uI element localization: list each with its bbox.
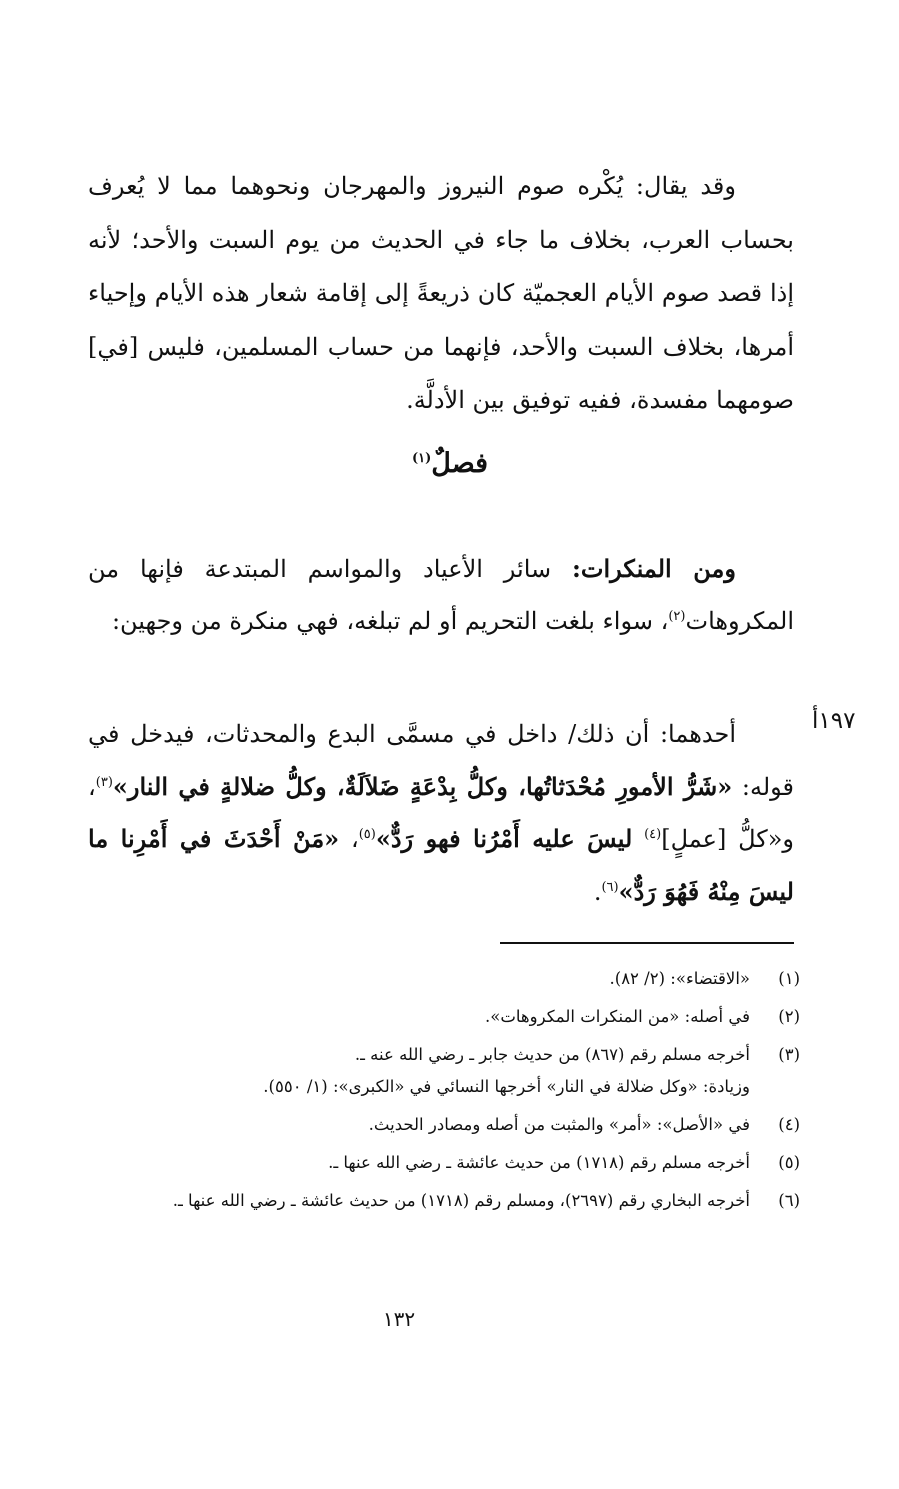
hadith-quote: «شَرُّ الأمورِ مُحْدَثاتُها، وكلُّ بِدْعَةٍ ضَلاَلَةٌ، وكلُّ ضلالةٍ في النار» <box>112 771 733 801</box>
section-heading <box>300 448 600 479</box>
paragraph-text: ، سواء بلغت التحريم أو لم تبلغه، فهي منكرة من وجهين: <box>111 607 669 635</box>
footnote-text: «الاقتضاء»: (٢/ ٨٢). <box>609 969 750 988</box>
footnote-number: (٢) <box>778 1007 800 1026</box>
footnote-ref-2: (٢) <box>668 609 686 624</box>
footnote-text: أخرجه مسلم رقم (١٧١٨) من حديث عائشة ـ رضي الله عنها ـ. <box>328 1153 750 1172</box>
footnote-text: في أصله: «من المنكرات المكروهات». <box>485 1007 750 1026</box>
footnote-text: أخرجه البخاري رقم (٢٦٩٧)، ومسلم رقم (١٧١٨) من حديث عائشة ـ رضي الله عنها ـ. <box>172 1191 750 1210</box>
footnote-ref-1: (١) <box>411 451 432 466</box>
bracket-insertion: [عملٍ] <box>661 825 727 853</box>
opening-paragraph-text: وقد يقال: يُكْره صوم النيروز والمهرجان ونحوهما مما لا يُعرف بحساب العرب، بخلاف ما جاء في الحديث من يوم السبت والأحد؛ لأنه إذا قصد صوم الأيام العجميّة كان ذريعةً إلى إقامة شعار هذه الأيام وإحياء أمرها، بخلاف السبت والأحد، فإنهما من حساب المسلمين، فليس [في] صومهما مفسدة، ففيه توفيق بين الأدلَّة. <box>88 172 794 415</box>
paragraph-label: أحدهما: <box>659 720 736 748</box>
footnote-text: في «الأصل»: «أمر» والمثبت من أصله ومصادر الحديث. <box>368 1115 750 1134</box>
page-number: ١٣٢ <box>382 1307 416 1331</box>
paragraph-text: . <box>593 877 602 906</box>
footnote <box>55 1112 800 1138</box>
footnote <box>55 1004 800 1030</box>
footnote-ref-3: (٣) <box>95 774 113 790</box>
footnote <box>55 1042 800 1068</box>
third-paragraph <box>88 708 794 918</box>
footnote-ref-4: (٤) <box>644 827 662 842</box>
footnote-number: (٤) <box>778 1115 800 1134</box>
footnote-ref-6: (٦) <box>601 879 619 895</box>
section-heading-text: فصلٌ <box>431 448 489 479</box>
footnote-number: (١) <box>778 969 800 988</box>
footnote-continuation: وزيادة: «وكل ضلالة في النار» أخرجها النسائي في «الكبرى»: (١/ ٥٥٠). <box>263 1077 750 1096</box>
paragraph-text: أن ذلك/ داخل في مسمَّى البدع والمحدثات، فيدخل في قوله: <box>88 720 794 801</box>
hadith-quote: ليسَ عليه أَمْرُنا فهو رَدٌّ» <box>375 824 633 853</box>
paragraph-text: ، <box>350 825 359 853</box>
paragraph-text: ، و«كلُّ <box>88 772 794 853</box>
footnote-number: (٦) <box>778 1191 800 1210</box>
footnotes <box>55 966 800 1226</box>
footnote <box>55 1188 800 1214</box>
opening-paragraph <box>88 160 794 428</box>
footnote <box>55 966 800 992</box>
footnote-number: (٣) <box>778 1045 800 1064</box>
hadith-quote: «مَنْ أَحْدَثَ في أَمْرِنا ما ليسَ مِنْهُ فَهُوَ رَدٌّ» <box>88 824 794 906</box>
footnote-text: أخرجه مسلم رقم (٨٦٧) من حديث جابر ـ رضي الله عنه ـ. <box>354 1045 750 1064</box>
paragraph-label: ومن المنكرات: <box>571 554 736 583</box>
paragraph-text: سائر الأعياد والمواسم المبتدعة فإنها من المكروهات <box>88 555 794 635</box>
footnote-separator <box>500 942 794 944</box>
footnote-ref-5: (٥) <box>358 827 376 842</box>
footnote <box>55 1150 800 1176</box>
footnote-number: (٥) <box>778 1153 800 1172</box>
margin-folio-note: ١٩٧أ <box>812 708 856 734</box>
second-paragraph <box>88 543 794 647</box>
